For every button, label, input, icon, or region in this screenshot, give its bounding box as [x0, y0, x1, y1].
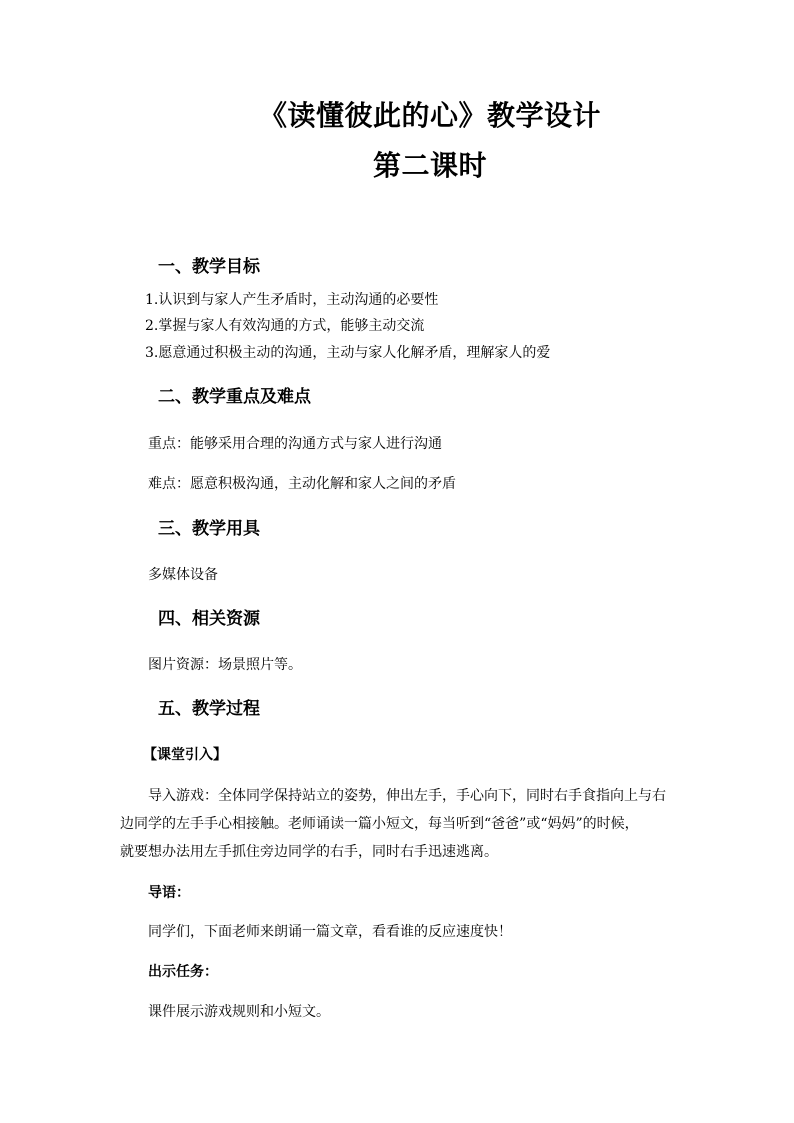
goal-item-3: 3.愿意通过积极主动的沟通，主动与家人化解矛盾，理解家人的爱 [145, 345, 551, 361]
tools-text: 多媒体设备 [148, 567, 218, 583]
section-heading-process: 五、教学过程 [158, 699, 260, 719]
section-heading-tools: 三、教学用具 [158, 519, 260, 539]
intro-label: 【课堂引入】 [143, 747, 227, 763]
game-line-1: 导入游戏：全体同学保持站立的姿势，伸出左手，手心向下，同时右手食指向上与右 [148, 788, 666, 804]
section-heading-goals: 一、教学目标 [158, 257, 260, 277]
section-heading-resources: 四、相关资源 [158, 609, 260, 629]
document-title: 《读懂彼此的心》教学设计 [258, 99, 601, 132]
document-subtitle: 第二课时 [372, 149, 487, 182]
guide-label: 导语： [148, 885, 190, 901]
game-line-2: 边同学的左手手心相接触。老师诵读一篇小短文，每当听到“爸爸”或“妈妈”的时候， [120, 816, 639, 832]
goal-item-1: 1.认识到与家人产生矛盾时，主动沟通的必要性 [145, 292, 439, 308]
task-text: 课件展示游戏规则和小短文。 [148, 1004, 330, 1020]
guide-text: 同学们，下面老师来朗诵一篇文章，看看谁的反应速度快！ [148, 924, 512, 940]
difficulty-text: 难点：愿意积极沟通，主动化解和家人之间的矛盾 [148, 476, 456, 492]
goal-item-2: 2.掌握与家人有效沟通的方式，能够主动交流 [145, 318, 425, 334]
section-heading-key-points: 二、教学重点及难点 [158, 387, 311, 407]
key-point-text: 重点：能够采用合理的沟通方式与家人进行沟通 [148, 436, 442, 452]
game-line-3: 就要想办法用左手抓住旁边同学的右手，同时右手迅速逃离。 [120, 844, 498, 860]
task-label: 出示任务： [148, 964, 218, 980]
resources-text: 图片资源：场景照片等。 [148, 657, 302, 673]
